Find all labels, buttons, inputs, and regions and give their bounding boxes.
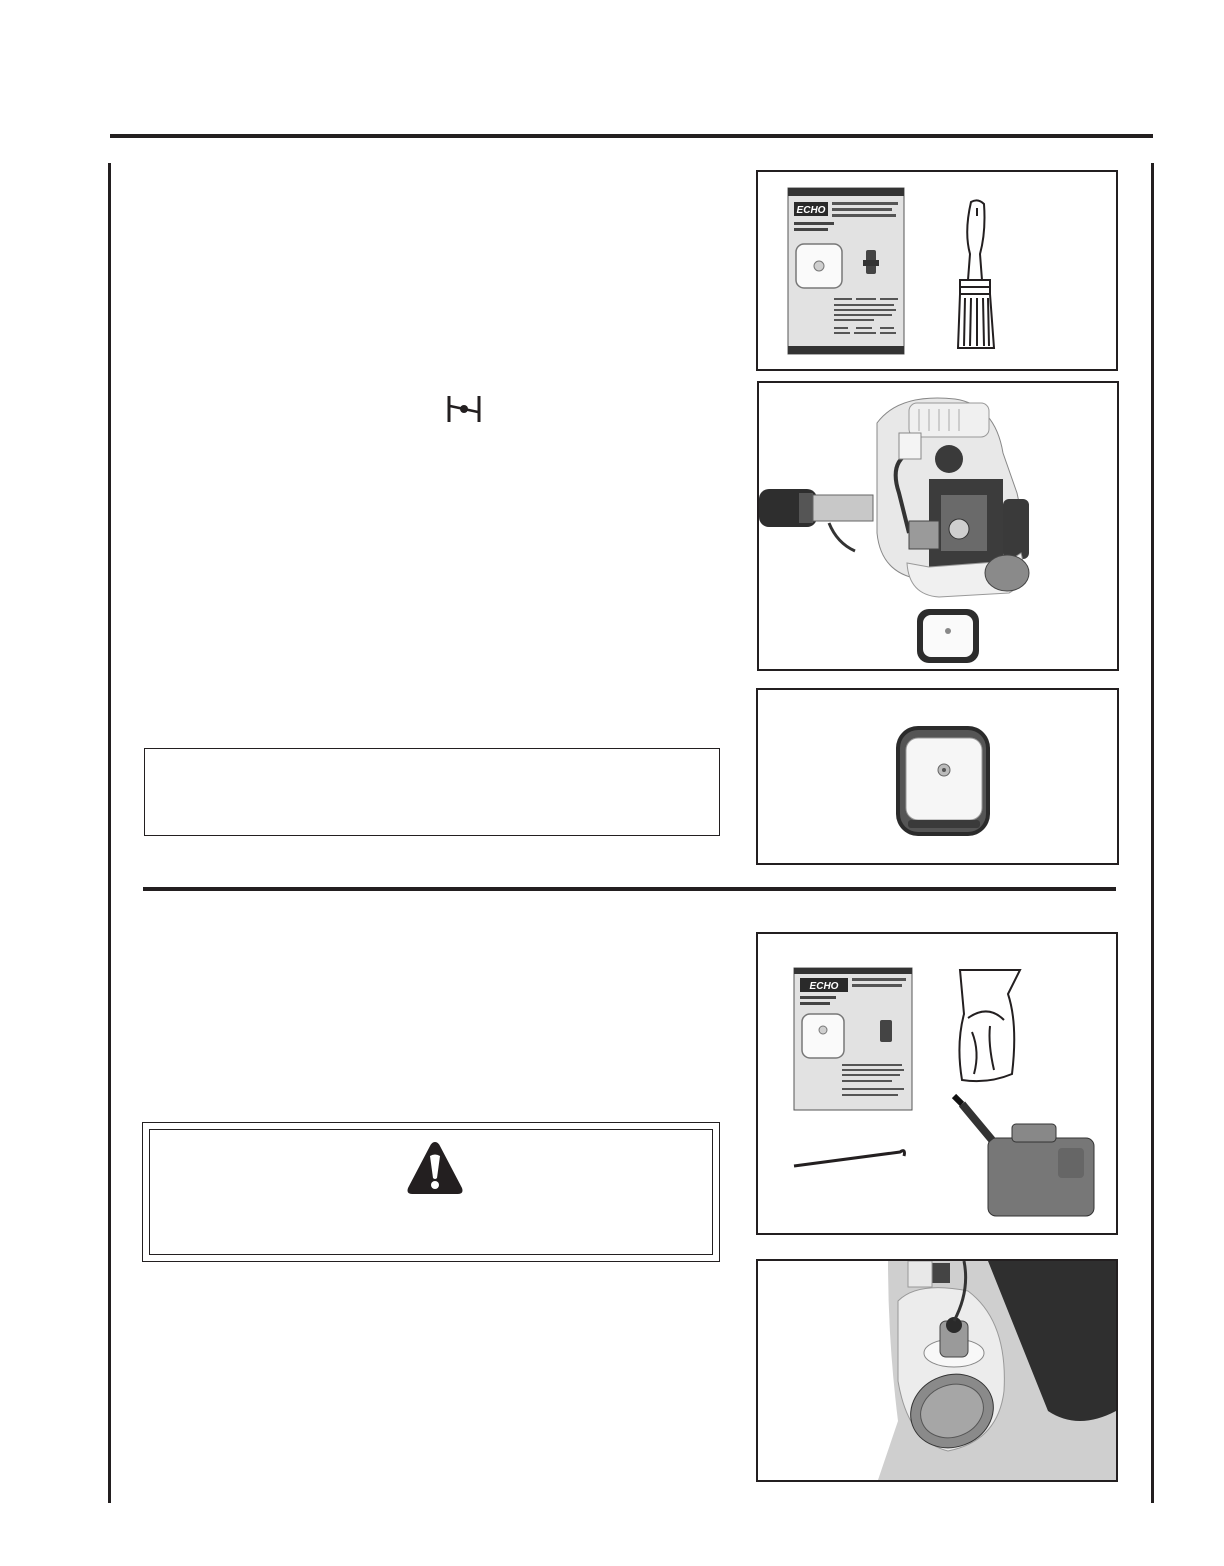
- left-margin-rule: [108, 163, 111, 1503]
- air-filter-kit-card: [788, 188, 904, 354]
- fuel-tank-with-fuel-filter: [758, 1261, 1116, 1480]
- warning-triangle-icon: [406, 1140, 464, 1196]
- echo-logo-text: ECHO: [809, 981, 839, 992]
- fuel-can: [954, 1096, 1094, 1216]
- paint-brush: [958, 200, 994, 348]
- fuel-filter-kit-card: [794, 968, 912, 1110]
- wire-hook: [794, 1151, 905, 1166]
- note-box: [144, 748, 720, 836]
- figure-1-image: [758, 172, 1116, 369]
- throttle-symbol-icon: [446, 394, 482, 424]
- right-margin-rule: [1151, 163, 1154, 1503]
- echo-logo-text: ECHO: [796, 205, 826, 216]
- header-rule: [110, 134, 1153, 138]
- figure-4-image: [758, 934, 1116, 1233]
- air-filter-element: [758, 690, 1117, 863]
- figure-4-frame: [756, 932, 1118, 1235]
- figure-5-frame: [756, 1259, 1118, 1482]
- figure-1-frame: [756, 170, 1118, 371]
- figure-2-image: [759, 383, 1117, 669]
- figure-2-frame: [757, 381, 1119, 671]
- figure-3-frame: [756, 688, 1119, 865]
- section-divider-rule: [143, 887, 1116, 891]
- rag: [959, 970, 1020, 1081]
